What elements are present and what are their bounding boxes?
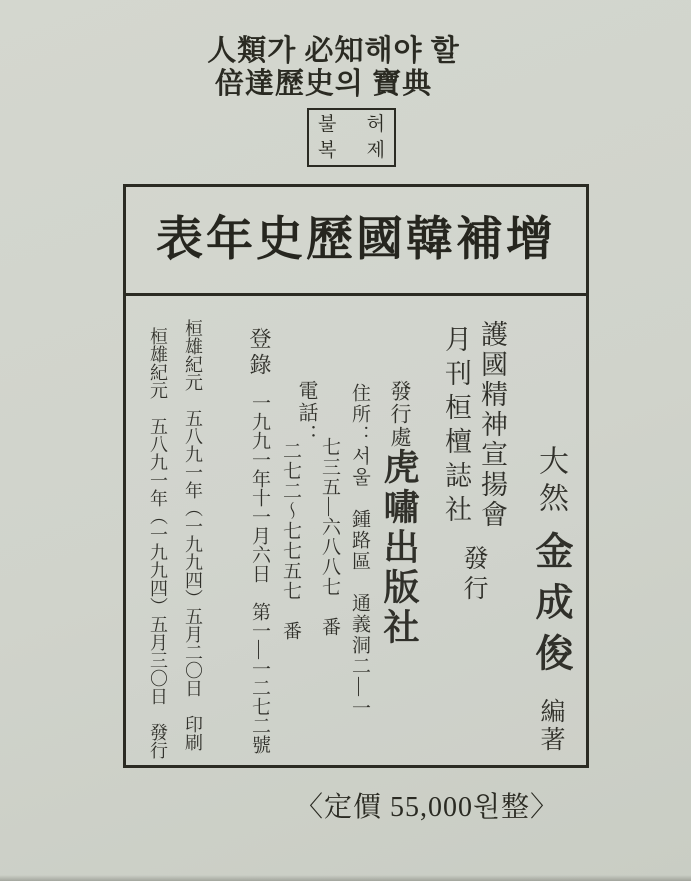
author-name: 金成俊 (529, 531, 571, 684)
issued-by-word: 發行 (460, 545, 487, 605)
telephone-label: 電話： (295, 380, 317, 446)
book-title: 表年史歷國韓補增 (156, 213, 556, 266)
title-section (126, 187, 586, 296)
publishing-org-1: 護國精神宣揚會 (477, 320, 507, 530)
header-tagline-line2: 倍達歷史의 寶典 (214, 68, 433, 100)
publisher-name: 虎嘯出版社 (379, 448, 419, 648)
telephone-number-1: 七三五—六八八七 番 (319, 437, 340, 637)
publisher-label: 發行處 (388, 380, 412, 449)
header-tagline-line1: 人類가 必知해야 할 (207, 35, 460, 67)
registration-column (248, 327, 270, 754)
publishing-org-2: 月刊桓檀誌社 (441, 325, 471, 529)
registration-label: 登錄 (247, 327, 272, 379)
stamp-char: 허 (366, 114, 385, 136)
colophon-content (126, 296, 586, 765)
registration-number: 一九九一年十一月六日 第一—一二七二號 (249, 393, 270, 754)
stamp-row-1 (318, 115, 385, 134)
stamp-char: 불 (318, 114, 337, 136)
telephone-number-2: 二七二〜七七五七 番 (280, 441, 301, 641)
author-pen-name: 大然 (534, 445, 567, 519)
author-column (531, 445, 569, 754)
printed-date-column: 桓雄紀元 五八九一年（一九九四）五月二〇日 印刷 (183, 319, 203, 751)
stamp-char: 제 (366, 139, 385, 161)
published-date-column: 桓雄紀元 五八九一年（一九九四）五月三〇日 發行 (148, 327, 168, 759)
no-copy-stamp-box (307, 108, 396, 167)
colophon-frame (123, 184, 589, 768)
stamp-row-2 (318, 141, 385, 160)
stamp-char: 복 (318, 139, 337, 161)
price-line: 〈定價 55,000원整〉 (295, 792, 560, 823)
publisher-address: 住所：서울 鍾路區 通義洞二—一 (349, 383, 370, 719)
author-role: 編著 (537, 698, 564, 754)
